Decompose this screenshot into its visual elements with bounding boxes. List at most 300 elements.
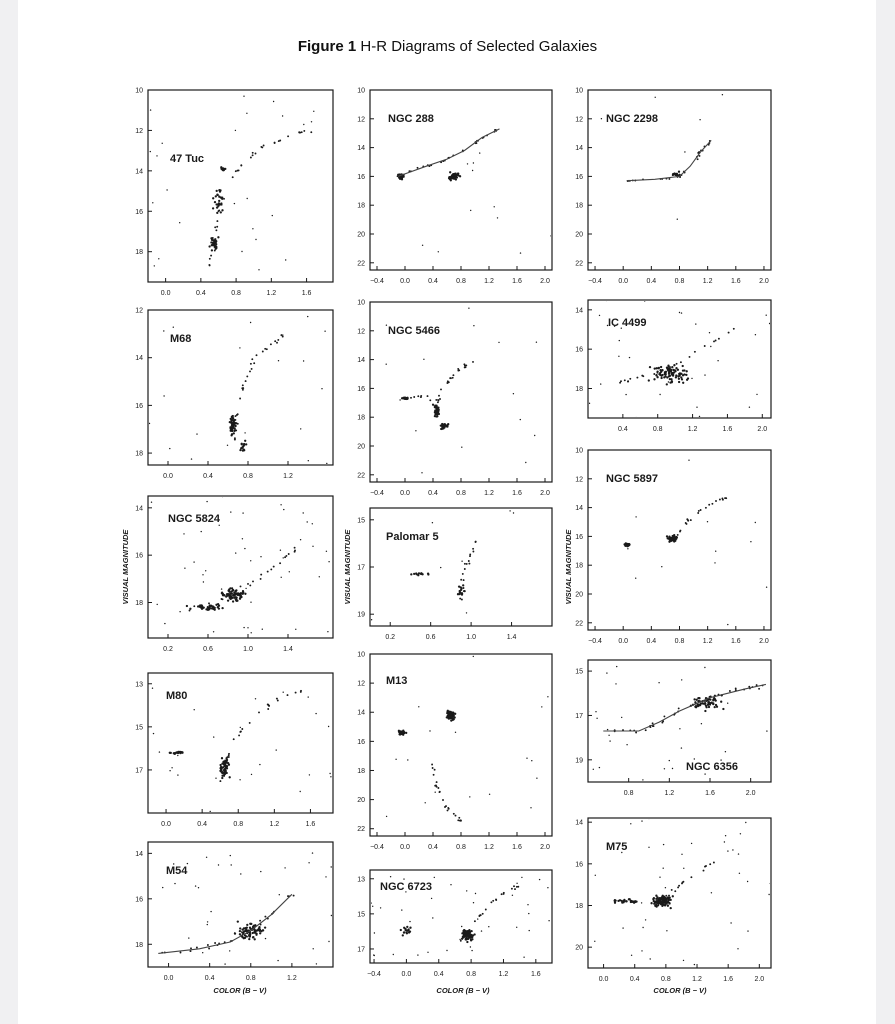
field-star-point [221,588,222,589]
star-point [253,362,255,364]
field-star-point [152,688,153,689]
y-tick-label: 20 [357,443,365,451]
field-star-point [240,727,241,728]
field-star-point [459,939,460,940]
star-point [276,342,278,344]
field-star-point [250,560,251,561]
field-star-point [589,403,590,404]
field-star-point [663,844,664,845]
star-point [443,424,445,426]
star-point [673,172,675,174]
star-point [212,237,214,239]
field-star-point [528,913,529,914]
star-point [214,942,216,944]
star-point [264,916,266,918]
star-point [405,932,407,934]
field-star-point [529,930,530,931]
field-star-point [768,894,769,895]
star-point [452,377,454,379]
star-point [244,593,246,595]
y-tick-label: 15 [575,668,583,676]
field-star-point [284,867,285,868]
field-star-point [153,733,154,734]
field-star-point [401,909,402,910]
star-point [623,899,625,901]
star-point [169,752,171,754]
y-axis-label: VISUAL MAGNITUDE [121,529,130,605]
x-tick-label: 2.0 [754,976,765,983]
star-point [715,704,717,706]
field-star-point [152,202,153,203]
star-point [242,591,244,593]
field-star-point [683,868,684,869]
star-point [252,936,254,938]
y-tick-label: 19 [357,611,365,619]
field-star-point [707,521,708,522]
star-point [279,562,281,564]
x-tick-label: 0.8 [674,278,685,285]
star-point [434,769,436,771]
x-tick-label: 1.2 [687,426,698,433]
field-star-point [276,749,277,750]
panel-title: Palomar 5 [386,531,439,543]
x-tick-label: 0.8 [466,971,476,978]
panel-ngc-6356 [575,660,771,797]
star-point [233,421,235,423]
star-point [221,209,223,211]
star-point [200,607,202,609]
star-point [714,706,716,708]
star-point [713,862,715,864]
star-point [264,926,266,928]
star-point [226,756,228,758]
star-point [451,176,453,178]
panel-title: NGC 5897 [606,473,658,485]
field-star-point [331,866,332,867]
field-star-point [440,567,441,568]
field-star-point [472,170,473,171]
star-point [190,950,192,952]
x-tick-label: 0.4 [646,278,657,285]
y-tick-label: 12 [575,116,583,124]
star-point [220,168,222,170]
field-star-point [163,330,164,331]
star-point [676,536,678,538]
star-point [440,424,442,426]
field-star-point [421,472,422,473]
star-point [482,913,484,915]
panel-ngc-5897 [575,448,771,646]
star-point [614,899,616,901]
star-point [669,366,671,368]
y-tick-label: 22 [575,620,583,628]
field-star-point [766,730,767,731]
star-point [226,595,228,597]
star-point [501,893,503,895]
star-point [214,226,216,228]
star-point [469,554,471,556]
star-point [472,548,474,550]
field-star-point [516,927,517,928]
field-star-point [371,619,372,620]
x-tick-label: 0.8 [674,638,685,645]
field-star-point [475,893,476,894]
star-point [432,767,434,769]
x-tick-label: 1.2 [287,975,297,982]
star-point [267,571,269,573]
star-point [210,255,212,257]
x-tick-label: 0.4 [646,638,657,645]
field-star-point [311,121,312,122]
star-point [239,595,241,597]
star-point [208,245,210,247]
field-star-point [548,920,549,921]
star-point [177,751,179,753]
field-star-point [747,930,748,931]
field-star-point [681,854,682,855]
field-star-point [210,811,211,812]
star-point [240,585,242,587]
y-tick-label: 12 [357,328,365,336]
field-star-point [601,118,602,119]
star-point [217,206,219,208]
x-tick-label: 0.0 [400,490,410,497]
x-tick-label: 0.4 [195,290,206,297]
star-point [660,377,662,379]
star-point [416,573,418,575]
star-point [400,733,402,735]
field-star-point [606,672,607,673]
field-star-point [498,342,499,343]
star-point [673,364,675,366]
panel-title: M68 [170,333,192,345]
star-point [630,900,632,902]
field-star-point [631,955,632,956]
field-star-point [206,857,207,858]
star-point [473,933,475,935]
star-point [221,762,223,764]
x-tick-label: 0.8 [456,844,466,851]
star-point [686,518,688,520]
star-point [442,799,444,801]
x-tick-label: 1.2 [498,971,509,978]
y-tick-label: 19 [575,757,583,765]
star-point [671,381,673,383]
y-tick-label: 16 [357,738,365,746]
field-star-point [664,768,665,769]
star-point [216,190,218,192]
star-point [457,819,459,821]
star-point [655,374,657,376]
field-star-point [618,356,619,357]
y-tick-label: 22 [357,472,365,480]
x-tick-label: −0.4 [588,638,602,645]
field-star-point [386,816,387,817]
field-star-point [312,523,313,524]
star-point [232,589,234,591]
star-point [217,606,219,608]
star-point [470,930,472,932]
field-star-point [471,950,472,951]
star-point [466,563,468,565]
field-star-point [694,964,695,965]
star-point [465,938,467,940]
field-star-point [704,374,705,375]
star-point [222,598,224,600]
star-point [474,920,476,922]
star-point [677,369,679,371]
star-point [270,568,272,570]
star-point [444,806,446,808]
field-star-point [393,954,394,955]
data-points [588,666,768,783]
star-point [410,573,412,575]
star-point [232,176,234,178]
field-star-point [663,868,664,869]
field-star-point [488,926,489,927]
star-point [228,754,230,756]
field-star-point [193,561,194,562]
x-tick-label: 0.0 [163,473,173,480]
x-tick-label: 0.8 [652,426,663,433]
star-point [672,373,674,375]
x-tick-label: 0.0 [618,638,629,645]
field-star-point [730,922,731,923]
field-star-point [229,950,230,951]
star-point [251,368,253,370]
field-star-point [704,773,705,774]
star-point [427,573,429,575]
field-star-point [699,119,700,120]
star-point [432,404,434,406]
field-star-point [308,696,309,697]
star-point [492,900,494,902]
y-tick-label: 16 [575,861,583,869]
plot-frame [370,508,552,626]
star-point [464,366,466,368]
star-point [708,504,710,506]
field-star-point [235,130,236,131]
star-point [690,519,692,521]
field-star-point [489,794,490,795]
x-tick-label: −0.4 [370,490,384,497]
field-star-point [307,316,308,317]
star-point [656,372,658,374]
star-point [490,901,492,903]
star-point [243,444,245,446]
field-star-point [173,327,174,328]
star-point [180,952,182,954]
field-star-point [405,732,406,733]
panel-m13 [357,652,552,852]
star-point [262,351,264,353]
field-star-point [325,876,326,877]
field-star-point [755,522,756,523]
star-point [693,698,695,700]
field-star-point [534,435,535,436]
star-point [239,930,241,932]
star-point [221,775,223,777]
field-star-point [520,419,521,420]
x-tick-label: 0.4 [428,844,438,851]
y-tick-label: 18 [575,562,583,570]
field-star-point [625,394,626,395]
field-star-point [246,113,247,114]
star-point [248,938,250,940]
field-star-point [281,577,282,578]
star-point [449,377,451,379]
star-point [209,264,211,266]
star-point [223,769,225,771]
star-point [252,154,254,156]
star-point [235,590,237,592]
field-star-point [283,509,284,510]
star-point [695,706,697,708]
panel-title: M80 [166,690,188,702]
star-point [273,566,275,568]
field-star-point [596,718,597,719]
field-star-point [158,258,159,259]
star-point [666,383,668,385]
y-tick-label: 14 [135,505,143,513]
x-tick-label: 0.4 [428,278,438,285]
field-star-point [328,726,329,727]
field-star-point [159,751,160,752]
y-tick-label: 20 [357,797,365,805]
field-star-point [691,843,692,844]
field-star-point [481,930,482,931]
field-star-point [725,835,726,836]
star-point [433,774,435,776]
star-point [209,604,211,606]
star-point [654,905,656,907]
star-point [211,239,213,241]
field-star-point [251,774,252,775]
panel-title: M54 [166,865,188,877]
field-star-point [608,735,609,736]
star-point [406,926,408,928]
y-tick-label: 22 [575,260,583,268]
x-tick-label: 1.6 [512,278,522,285]
field-star-point [250,602,251,603]
star-point [282,336,284,338]
star-point [662,369,664,371]
star-point [677,886,679,888]
data-points [594,818,771,966]
field-star-point [704,667,705,668]
field-star-point [163,395,164,396]
star-point [662,901,664,903]
star-point [429,399,431,401]
x-tick-label: 1.2 [269,821,280,828]
field-star-point [194,709,195,710]
field-star-point [621,717,622,718]
star-point [215,195,217,197]
star-point [431,764,433,766]
data-points [386,656,549,822]
x-tick-label: 0.4 [617,426,628,433]
star-point [623,543,625,545]
panel-ngc-5824 [135,496,333,653]
star-point [294,551,296,553]
star-point [232,595,234,597]
star-point [440,388,442,390]
star-point [678,885,680,887]
field-star-point [461,926,462,927]
star-point [229,587,231,589]
field-star-point [432,917,433,918]
field-star-point [227,445,228,446]
star-point [230,596,232,598]
star-point [628,898,630,900]
field-star-point [244,432,245,433]
star-point [455,173,457,175]
field-star-point [278,360,279,361]
field-star-point [699,416,700,417]
field-star-point [195,885,196,886]
star-point [439,791,441,793]
star-point [658,898,660,900]
star-point [641,375,643,377]
star-point [450,179,452,181]
star-point [239,449,241,451]
star-point [447,809,449,811]
star-point [653,373,655,375]
y-tick-label: 10 [357,87,365,95]
y-tick-label: 10 [575,87,583,95]
x-axis-label: COLOR (B − V) [653,986,707,995]
star-point [676,363,678,365]
panel-title: M13 [386,675,408,687]
x-tick-label: 0.8 [245,975,256,982]
star-point [259,920,261,922]
y-tick-label: 14 [135,355,143,363]
x-tick-label: 0.0 [400,278,410,285]
star-point [221,204,223,206]
star-point [220,767,222,769]
field-star-point [427,952,428,953]
star-point [629,378,631,380]
field-star-point [747,881,748,882]
star-point [452,719,454,721]
star-point [447,713,449,715]
x-tick-label: 1.2 [484,490,494,497]
field-star-point [177,774,178,775]
star-point [669,378,671,380]
star-point [460,579,462,581]
field-star-point [154,265,155,266]
x-tick-label: 0.8 [231,290,241,297]
star-point [472,361,474,363]
field-star-point [525,462,526,463]
panel-title: NGC 288 [388,113,434,125]
field-star-point [307,521,308,522]
star-point [227,762,229,764]
star-point [254,938,256,940]
star-point [207,944,209,946]
star-point [293,895,295,897]
star-point [186,605,188,607]
figure-label: Figure 1 [297,38,357,55]
star-point [687,377,689,379]
x-tick-label: 1.6 [730,278,741,285]
star-point [456,176,458,178]
field-star-point [434,877,435,878]
x-tick-label: 1.2 [692,976,702,983]
field-star-point [183,533,184,534]
star-point [436,415,438,417]
x-axis-label: COLOR (B − V) [213,986,267,995]
